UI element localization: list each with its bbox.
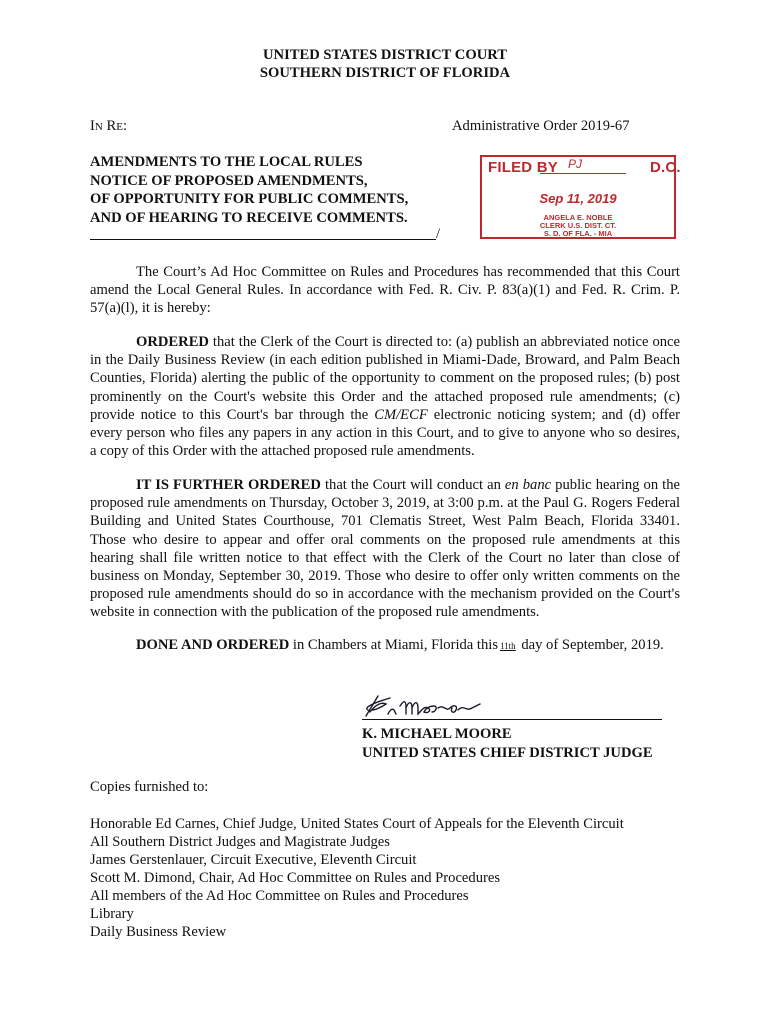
paragraph-further-ordered: IT IS FURTHER ORDERED that the Court will conduct an en banc public hearing on the proposed rule amendments on Thursday, October 3, 2019, at 3:00 p.m. at the Paul G. Rogers Federal Building and United States Courthouse, 701 Clematis Street, West Palm Beach, Florida 33401. Those who desire to appear and offer oral comments on the proposed rule amendments at this hearing shall file written notice to that effect with the Clerk of the Court no later than close of business on Monday, September 30, 2019. Those who desire to offer only written comments on the proposed rule amendments should do so in accordance with the mechanism provided on the Court's website in connection with the publication of the proposed rule amendments. [90,477,680,621]
copies-list [90,815,624,941]
court-name: UNITED STATES DISTRICT COURT [262,47,507,63]
case-caption [90,153,450,227]
caption-rule [90,239,436,240]
list-item: James Gerstenlauer, Circuit Executive, Eleventh Circuit [90,852,417,868]
court-header [0,46,770,82]
caption-line: AND OF HEARING TO RECEIVE COMMENTS. [90,209,408,226]
judge-title: UNITED STATES CHIEF DISTRICT JUDGE [362,744,653,761]
list-item: Library [90,906,134,922]
signature-line [362,719,662,720]
judge-signature-block [362,725,653,762]
caption-line: NOTICE OF PROPOSED AMENDMENTS, [90,172,368,189]
list-item: All members of the Ad Hoc Committee on Rules and Procedures [90,888,469,904]
paragraph-done-and-ordered: DONE AND ORDERED in Chambers at Miami, Florida this 11th day of September, 2019. [136,637,664,653]
filed-stamp [480,155,681,239]
stamp-initials: PJ [568,157,583,171]
day-field: 11th [500,641,516,651]
court-district: SOUTHERN DISTRICT OF FLORIDA [259,65,511,81]
stamp-date: Sep 11, 2019 [539,191,617,206]
list-item: Daily Business Review [90,924,227,940]
paragraph-intro: The Court’s Ad Hoc Committee on Rules and Procedures has recommended that this Court amend the Local General Rules. In accordance with Fed. R. Civ. P. 83(a)(1) and Fed. R. Crim. P. 57(a)(l), it is hereby: [90,264,680,317]
order-number: Administrative Order 2019-67 [452,118,630,134]
paragraph-ordered: ORDERED that the Clerk of the Court is directed to: (a) publish an abbreviated notice once in the Daily Business Review (in each edition published in Miami-Dade, Broward, and Palm Beach Counties, Florida) alerting the public of the opportunity to comment on the proposed rules; (b) post prominently on the Court's website this Order and the attached proposed rule amendments; (c) provide notice to this Court's bar through the CM/ECF electronic noticing system; and (d) offer every person who files any papers in any action in this Court, and to give to anyone who so desires, a copy of this Order with the attached proposed rule amendments. [90,334,680,460]
list-item: Honorable Ed Carnes, Chief Judge, United States Court of Appeals for the Eleventh Circuit [90,816,624,832]
list-item: Scott M. Dimond, Chair, Ad Hoc Committee on Rules and Procedures [90,870,501,886]
in-re-label: IN RE: [90,118,128,134]
stamp-clerk: ANGELA E. NOBLE CLERK U.S. DIST. CT. S. D. OF FLA. - MIA [539,213,617,238]
caption-slash: / [436,226,441,242]
judge-name: K. MICHAEL MOORE [362,726,512,742]
caption-line: OF OPPORTUNITY FOR PUBLIC COMMENTS, [90,191,409,207]
handwritten-signature [360,688,520,727]
stamp-filed-by: FILED BY D.C. [488,159,681,176]
caption-line: AMENDMENTS TO THE LOCAL RULES [90,154,363,170]
copies-label: Copies furnished to: [90,779,209,795]
stamp-initials-line [540,173,626,174]
list-item: All Southern District Judges and Magistrate Judges [90,834,390,850]
